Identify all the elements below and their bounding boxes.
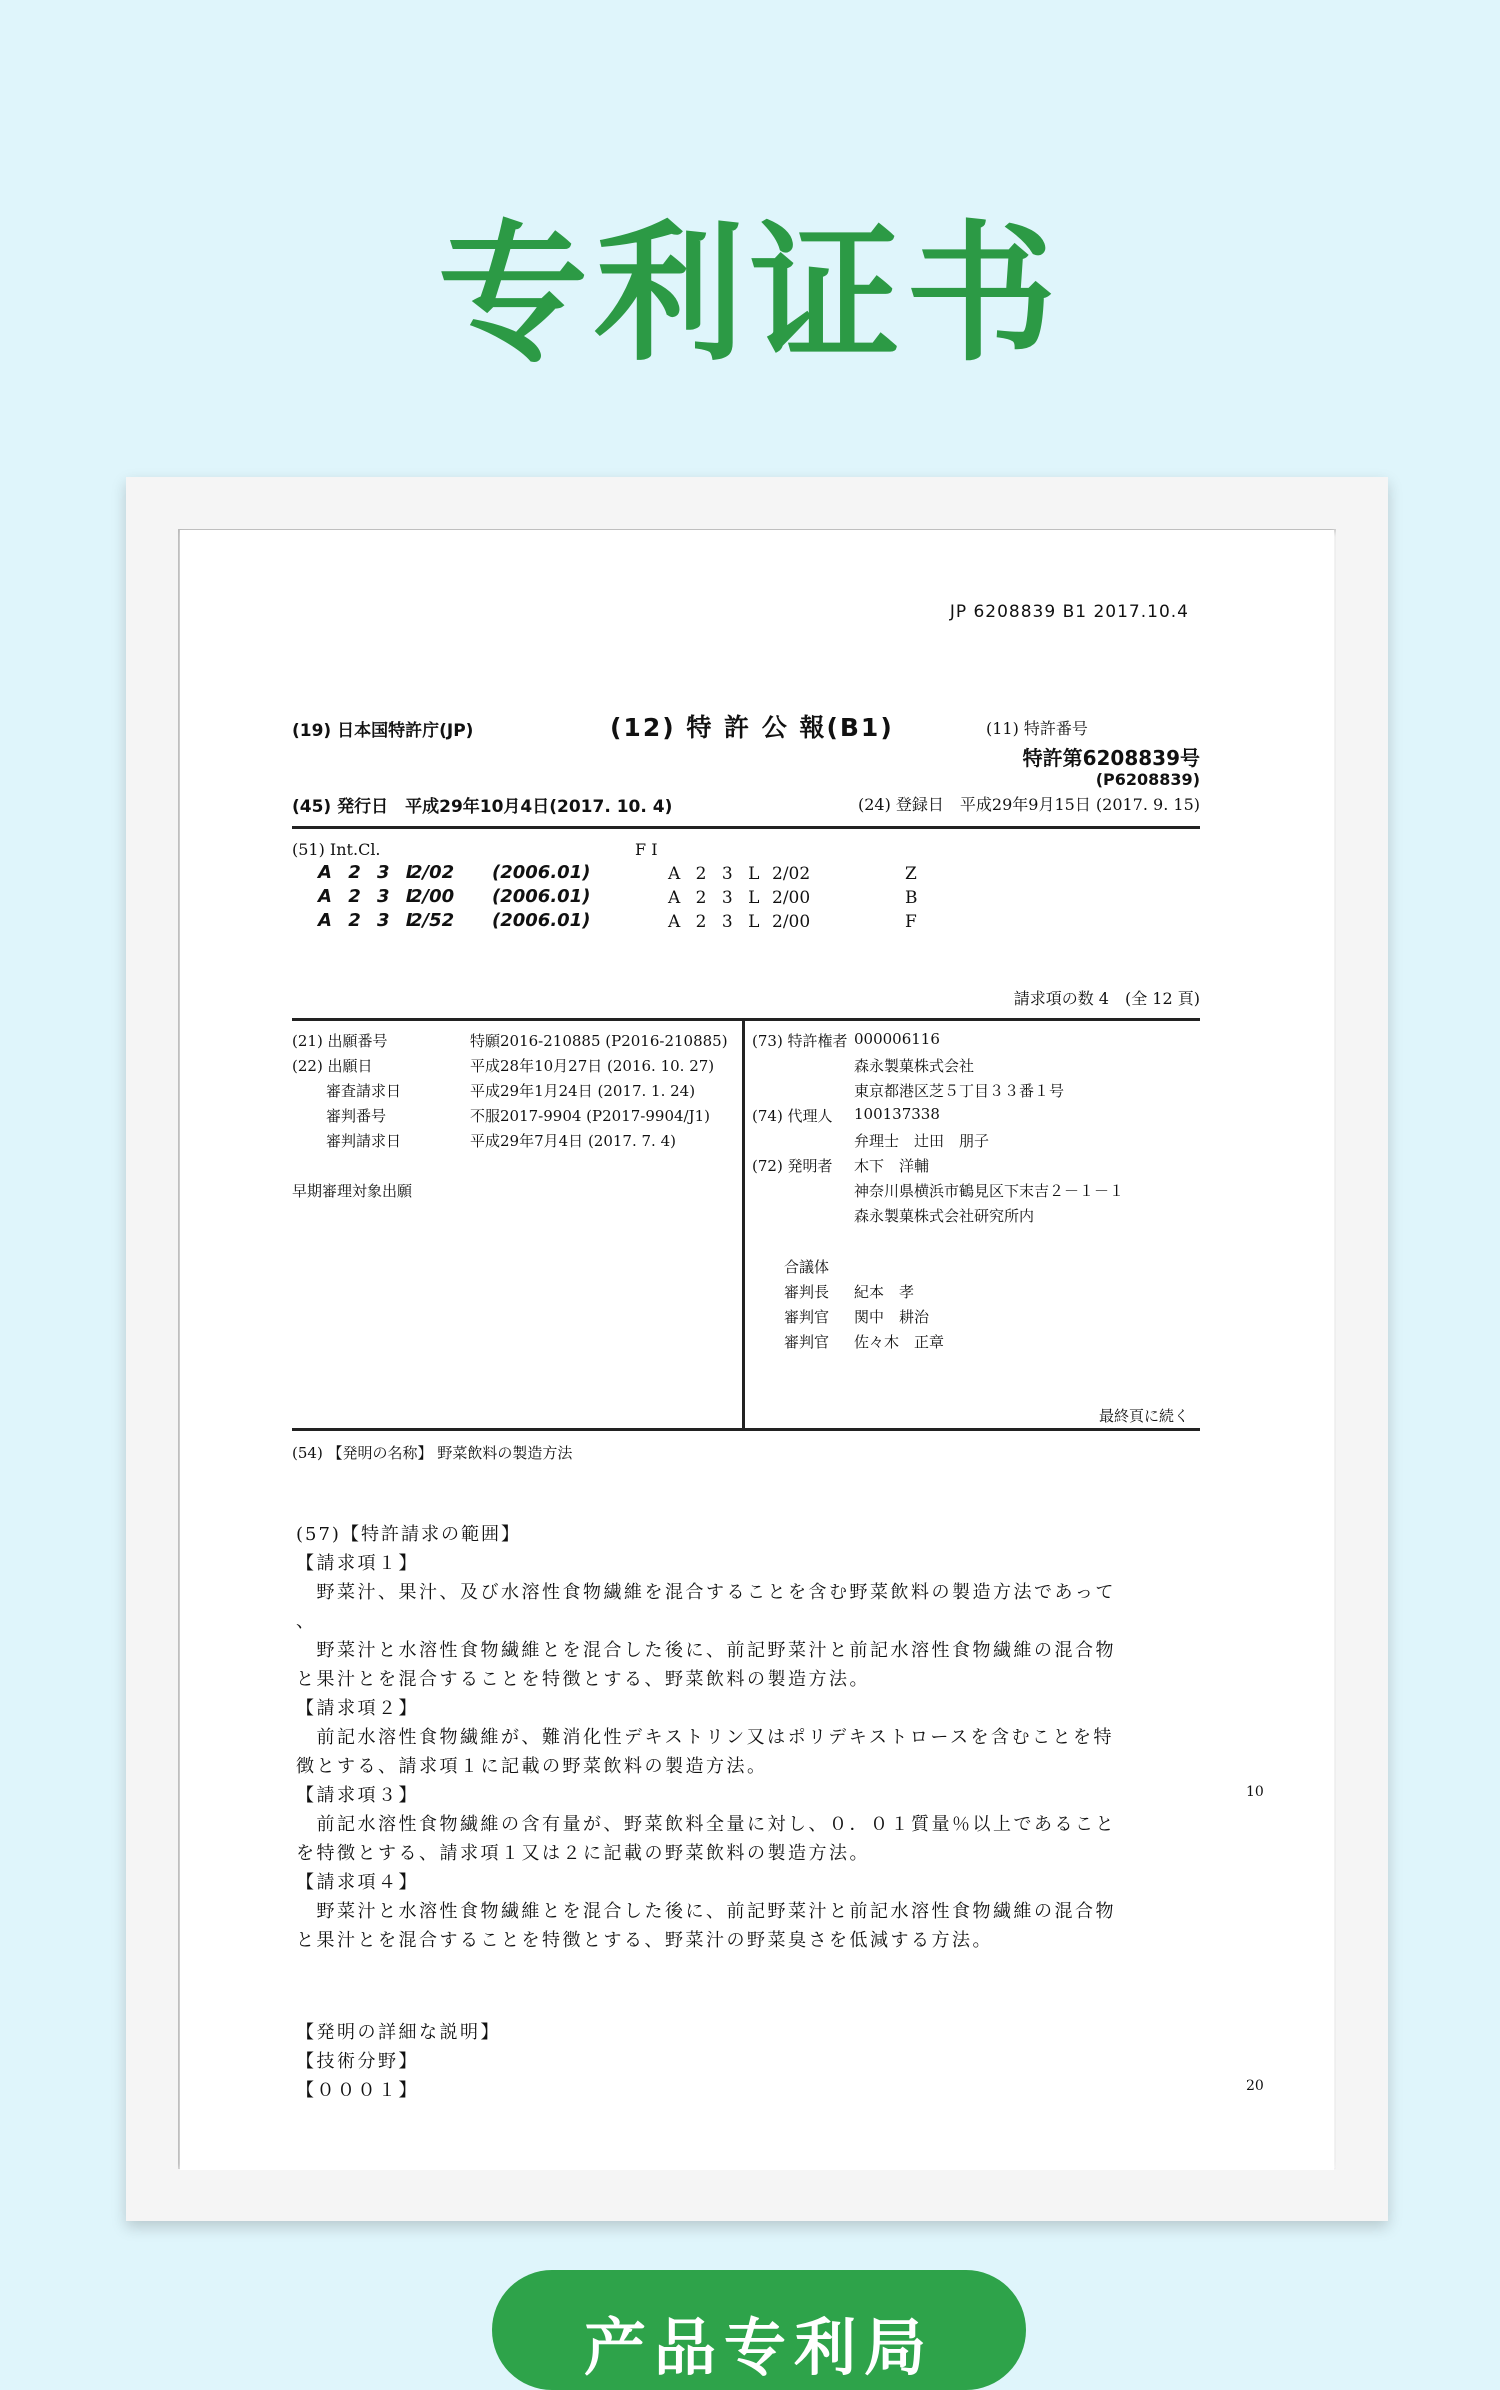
patent-number-label: (11) 特許番号 — [986, 719, 1088, 738]
claims-count: 請求項の数 4 (全 12 頁) — [1013, 989, 1200, 1008]
patent-number-sub: (P6208839) — [1095, 770, 1200, 789]
product-patent-button-label: 产品专利局 — [583, 2311, 934, 2384]
patent-number: 特許第6208839号 — [1022, 746, 1200, 770]
intcl-label: (51) Int.Cl. — [292, 840, 381, 859]
page-title: 专利证书 — [437, 208, 1062, 382]
invention-title: (54) 【発明の名称】 野菜飲料の製造方法 — [292, 1444, 573, 1462]
divider — [292, 826, 1200, 829]
patent-certificate: JP 6208839 B1 2017.10.4 (19) 日本国特許庁(JP) (12) 特 許 公 報(B1) (11) 特許番号 特許第6208839号 (P6208839) (45) 発行日 平成29年10月4日(2017. 10. 4) (24) 登録日 平成29年9月15日 (2017. 9. 15) (51) Int.Cl. F I A 2 3 L 2/02 (2006.01) A 2 3 L 2/02 Z A 2 3 L 2/00 (2006.01) A 2 3 L 2/00 B A 2 3 L 2/52 (2006.01) A 2 3 L 2/00 F 請求項の数 4 (全 12 頁) (21) 出願番号 特願2016-210885 (P2016-210885) (22) 出願日 平成28年10月27日 (2016. 10. 27) 審査請求日 平成29年1月24日 (2017. 1. 24) 審判番号 不服2017-9904 (P2017-9904/J1) 審判請求日 平成29年7月4日 (2017. 7. 4) 早期審理対象出願 (73) 特許権者 000006116 森永製菓株式会社 東京都港区芝５丁目３３番１号 (74) 代理人 100137338 弁理士 辻田 朋子 (72) 発明者 木下 洋輔 神奈川県横浜市鶴見区下末吉２－１－１ 森永製菓株式会社研究所内 合議体 審判長 紀本 孝 審判官 関中 耕治 審判官 佐々木 正章 最終頁に続く (54) 【発明の名称】 野菜飲料の製造方法 (57)【特許請求の範囲】 【請求項１】 野菜汁、果汁、及び水溶性食物繊維を混合することを含む野菜飲料の製造方法であって 、 野菜汁と水溶性食物繊維とを混合した後に、前記野菜汁と前記水溶性食物繊維の混合物 と果汁とを混合することを特徴とする、野菜飲料の製造方法。 【請求項２】 前記水溶性食物繊維が、難消化性デキストリン又はポリデキストロースを含むことを特 徴とする、請求項１に記載の野菜飲料の製造方法。 【請求項３】 前記水溶性食物繊維の含有量が、野菜飲料全量に対し、０．０１質量％以上であること を特徴とする、請求項１又は２に記載の野菜飲料の製造方法。 【請求項４】 野菜汁と水溶性食物繊維とを混合した後に、前記野菜汁と前記水溶性食物繊維の混合物 と果汁とを混合することを特徴とする、野菜汁の野菜臭さを低減する方法。 【発明の詳細な説明】 【技術分野】 【０００１】 10 20 — [180, 530, 1334, 2170]
continued-note: 最終頁に続く — [1098, 1407, 1189, 1425]
document-type: (12) 特 許 公 報(B1) — [610, 713, 894, 742]
claims-heading: (57)【特許請求の範囲】 — [296, 1524, 521, 1545]
divider — [292, 1018, 1200, 1021]
line-number: 10 — [1246, 1784, 1264, 1800]
line-number: 20 — [1246, 2078, 1264, 2094]
registration-date: (24) 登録日 平成29年9月15日 (2017. 9. 15) — [857, 795, 1200, 814]
early-exam-note: 早期審理対象出願 — [292, 1182, 413, 1200]
top-reference: JP 6208839 B1 2017.10.4 — [949, 602, 1189, 622]
office-name: (19) 日本国特許庁(JP) — [292, 721, 474, 741]
issue-date: (45) 発行日 平成29年10月4日(2017. 10. 4) — [292, 797, 673, 817]
fi-label: F I — [635, 840, 658, 859]
divider — [292, 1428, 1200, 1431]
column-divider — [742, 1018, 745, 1428]
product-patent-button[interactable] — [492, 2270, 1026, 2390]
